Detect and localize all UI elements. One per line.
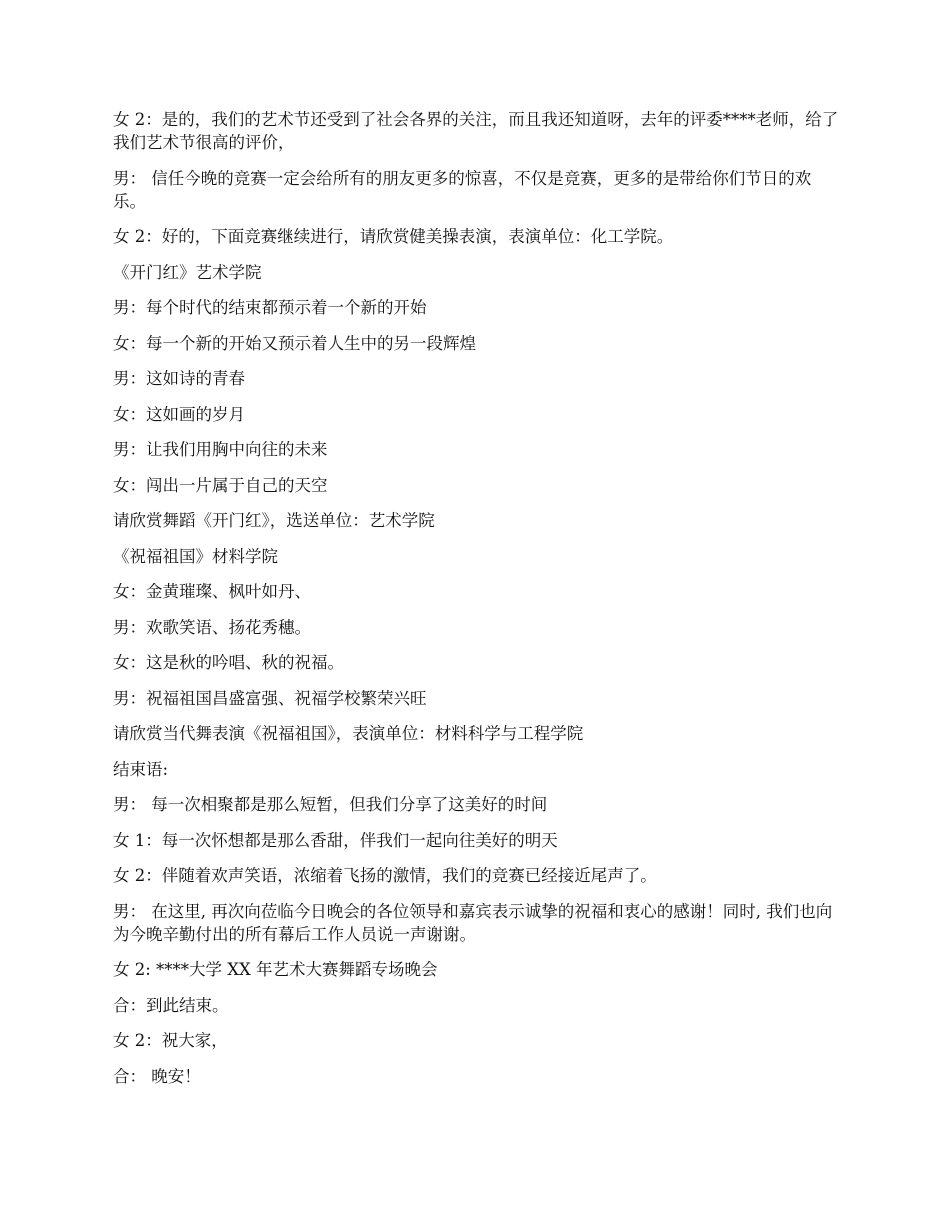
paragraph: 女：闯出一片属于自己的天空: [113, 475, 328, 495]
paragraph: 男：祝福祖国昌盛富强、祝福学校繁荣兴旺: [113, 688, 427, 708]
paragraph: 女 2：祝大家，: [113, 1031, 228, 1050]
paragraph: 女 2：伴随着欢声笑语，浓缩着飞扬的激情，我们的竞赛已经接近尾声了。: [113, 866, 657, 885]
paragraph: 女 1：每一次怀想都是那么香甜，伴我们一起向往美好的明天: [113, 830, 558, 850]
paragraph: 男： 每一次相聚都是那么短暂，但我们分享了这美好的时间: [113, 795, 548, 814]
paragraph: 男： 在这里, 再次向莅临今日晚会的各位领导和嘉宾表示诚挚的祝福和衷心的感谢！同时, 我们也向为今晚辛勤付出的所有幕后工作人员说一声谢谢。: [113, 901, 833, 944]
paragraph: 男： 信任今晚的竞赛一定会给所有的朋友更多的惊喜，不仅是竞赛，更多的是带给你们节日的欢乐。: [113, 168, 812, 211]
paragraph: 男：这如诗的青春: [113, 369, 245, 388]
document-page: [113, 108, 843, 1100]
paragraph: 男：让我们用胸中向往的未来: [113, 440, 328, 459]
paragraph: 男：欢歌笑语、扬花秀穗。: [113, 617, 311, 637]
paragraph: 男：每个时代的结束都预示着一个新的开始: [113, 298, 427, 317]
paragraph: 《祝福祖国》材料学院: [113, 546, 278, 566]
paragraph: 女：这如画的岁月: [113, 404, 245, 424]
paragraph: 女 2: ****大学 XX 年艺术大赛舞蹈专场晚会: [113, 960, 438, 979]
paragraph: 《开门红》艺术学院: [113, 262, 262, 282]
paragraph: 女：每一个新的开始又预示着人生中的另一段辉煌: [113, 333, 476, 353]
paragraph: 女：金黄璀璨、枫叶如丹、: [113, 582, 311, 601]
paragraph: 合：到此结束。: [113, 995, 229, 1015]
paragraph: 请欣赏当代舞表演《祝福祖国》，表演单位：材料科学与工程学院: [113, 724, 584, 743]
paragraph: 合： 晚安！: [113, 1066, 201, 1086]
paragraph: 请欣赏舞蹈《开门红》，选送单位：艺术学院: [113, 511, 435, 530]
paragraph: 女 2：好的，下面竞赛继续进行，请欣赏健美操表演，表演单位：化工学院。: [113, 227, 674, 246]
paragraph: 女：这是秋的吟唱、秋的祝福。: [113, 653, 344, 672]
paragraph: 女 2：是的，我们的艺术节还受到了社会各界的关注，而且我还知道呀，去年的评委****老师，给了我们艺术节很高的评价，: [113, 110, 839, 152]
paragraph: 结束语:: [113, 759, 169, 779]
